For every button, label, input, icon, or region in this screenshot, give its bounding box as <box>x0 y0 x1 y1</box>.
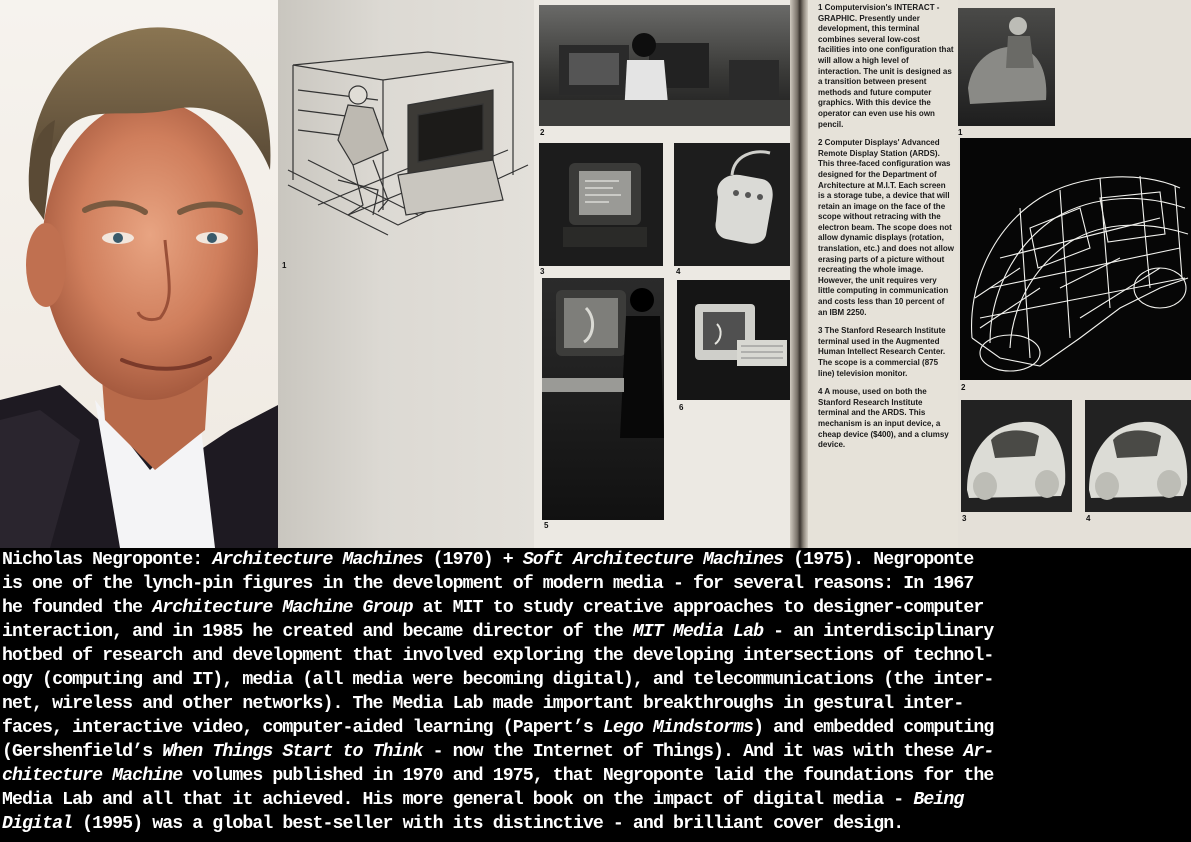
photo-car-model-right <box>1085 400 1191 512</box>
text-run: is one of the lynch-pin figures in the development of modern media - for several reasons: In 1967 <box>2 574 974 594</box>
description-line <box>2 788 1189 812</box>
description-line <box>2 716 1189 740</box>
text-run: net, wireless and other networks). The Media Lab made important breakthroughs in gestural inter- <box>2 694 964 714</box>
text-run: faces, interactive video, computer-aided learning (Papert’s <box>2 718 603 738</box>
photo-scope-screen <box>539 143 663 266</box>
text-run: (1995) was a global best-seller with its distinctive - and brilliant cover design. <box>72 814 904 834</box>
workstation-illustration <box>278 0 534 548</box>
text-run: interaction, and in 1985 he created and became director of the <box>2 622 633 642</box>
description-line <box>2 764 1189 788</box>
text-run: ) and embedded computing <box>753 718 994 738</box>
italic-title: Ar- <box>963 742 994 762</box>
photo-car-model-left <box>961 400 1072 512</box>
italic-title: Architecture Machines <box>212 550 423 570</box>
figure-number: 4 <box>1086 514 1091 523</box>
text-run: Nicholas Negroponte: <box>2 550 213 570</box>
photo-terminal-side-view <box>677 280 796 400</box>
figure-number: 2 <box>540 128 545 137</box>
description-line <box>2 620 1189 644</box>
book-page-captions <box>808 0 958 548</box>
italic-title: When Things Start to Think <box>162 742 423 762</box>
description-line <box>2 812 1189 836</box>
photo-ards-terminal-room <box>539 5 796 126</box>
text-run: (1975). Negroponte <box>783 550 974 570</box>
text-run: - now the Internet of Things). And it was with these <box>422 742 964 762</box>
photo-stanford-terminal <box>542 278 664 520</box>
text-run: (Gershenfield’s <box>2 742 163 762</box>
text-run: (1970) + <box>422 550 523 570</box>
figure-number: 4 <box>676 267 681 276</box>
description-line <box>2 740 1189 764</box>
text-run: he founded the <box>2 598 153 618</box>
figure-number: 5 <box>544 521 549 530</box>
italic-title: Soft Architecture Machines <box>522 550 784 570</box>
text-run: ogy (computing and IT), media (all media were becoming digital), and telecommunications (the inter- <box>2 670 994 690</box>
caption-4: 4 A mouse, used on both the Stanford Research Institute terminal and the ARDS. This mechanism is an input device, a cheap device ($400), and a clumsy device. <box>818 387 949 450</box>
text-run: volumes published in 1970 and 1975, that Negroponte laid the foundations for the <box>182 766 994 786</box>
figure-number: 3 <box>540 267 545 276</box>
text-run: - an interdisciplinary <box>763 622 994 642</box>
photo-mouse-device <box>674 143 796 266</box>
figure-number: 3 <box>962 514 967 523</box>
book-page-left <box>278 0 534 548</box>
figure-number: 2 <box>961 383 966 392</box>
photo-car-model <box>958 8 1055 126</box>
description-line <box>2 572 1189 596</box>
italic-title: Digital <box>2 814 73 834</box>
italic-title: MIT Media Lab <box>632 622 764 642</box>
italic-title: Being <box>913 790 964 810</box>
description-line <box>2 596 1189 620</box>
book-page-middle <box>534 0 798 548</box>
text-run: Media Lab and all that it achieved. His more general book on the impact of digital media - <box>2 790 914 810</box>
figure-number: 1 <box>958 128 963 137</box>
text-run: at MIT to study creative approaches to designer-computer <box>412 598 984 618</box>
text-run: hotbed of research and development that involved exploring the developing intersections of technol- <box>2 646 994 666</box>
italic-title: Lego Mindstorms <box>602 718 754 738</box>
figure-number: 1 <box>282 261 287 270</box>
description-line <box>2 668 1189 692</box>
description-line <box>2 548 1189 572</box>
book-page-right <box>958 0 1191 548</box>
book-gutter <box>790 0 808 548</box>
description-text <box>2 548 1189 836</box>
figure-number: 6 <box>679 403 684 412</box>
description-line <box>2 692 1189 716</box>
caption-3: 3 The Stanford Research Institute terminal used in the Augmented Human Intellect Research Center. The scope is a commercial (875 line) television monitor. <box>818 326 946 378</box>
caption-1: 1 Computervision's INTERACT - GRAPHIC. Presently under development, this terminal combines several low-cost facilities into one configuration that will allow a high level of interaction. The unit is designed as a transition between present methods and future computer graphics. With this device the operator can even use his own pencil. <box>818 3 954 129</box>
caption-2: 2 Computer Displays' Advanced Remote Display Station (ARDS). This three-faced configuration was designed for the Department of Architecture at M.I.T. Each screen is a storage tube, a device that will retain an image on the face of the scope without retracing with the electron beam. The scope does not allow dynamic displays (rotation, translation, etc.) and does not allow erasing parts of a picture without recreating the whole image. However, the unit requires very little computing in communication and costs less than 10 percent of an IBM 2250. <box>818 138 955 317</box>
photo-vw-wireframe <box>960 138 1191 380</box>
description-line <box>2 644 1189 668</box>
italic-title: chitecture Machine <box>2 766 183 786</box>
caption-column <box>818 3 954 459</box>
italic-title: Architecture Machine Group <box>152 598 413 618</box>
portrait-photo <box>0 0 278 548</box>
